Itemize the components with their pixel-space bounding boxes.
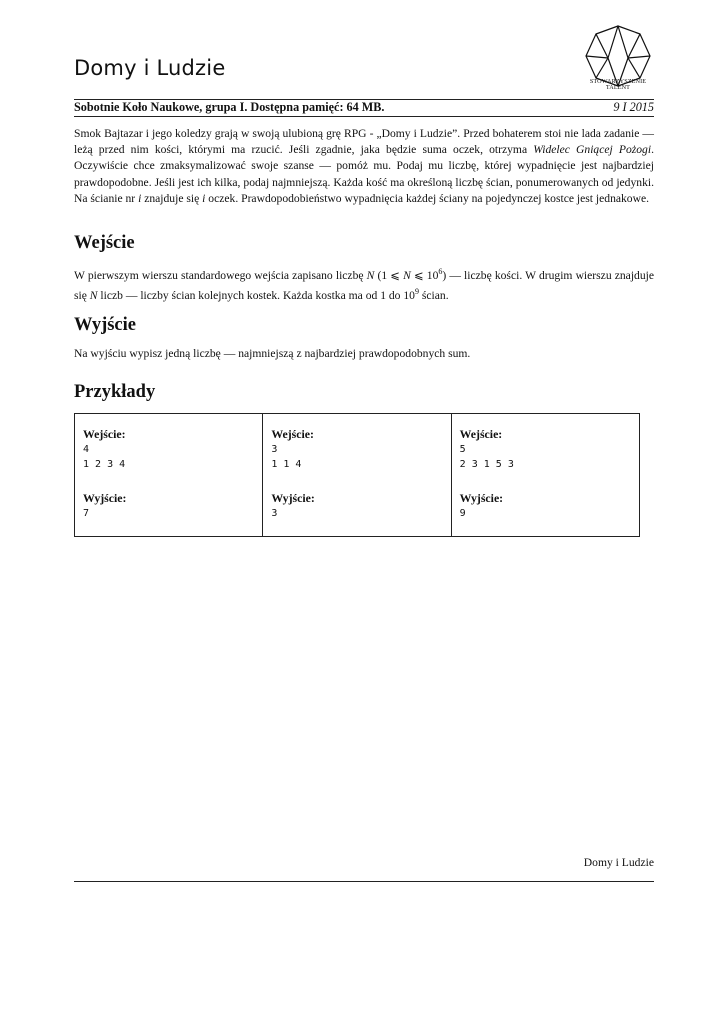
example-output: 7 <box>83 508 90 519</box>
example-input-label: Wejście: <box>459 427 503 441</box>
example-output: 9 <box>459 508 466 519</box>
example-output-label: Wyjście: <box>83 491 127 505</box>
example-1 <box>75 414 262 536</box>
example-input: 5 2 3 1 5 3 <box>459 444 514 470</box>
contest-date: 9 I 2015 <box>613 100 654 114</box>
header-rule-bottom <box>74 116 654 117</box>
input-heading: Wejście <box>74 233 135 253</box>
input-description: W pierwszym wierszu standardowego wejścia zapisano liczbę N (1 ⩽ N ⩽ $10^6$) — liczbę kości. W drugim wierszu znajduje się N liczb — liczby ścian kolejnych kostek. Każda kostka ma od 1 do $10^9$ ścian. <box>74 267 655 302</box>
contest-info <box>74 100 654 115</box>
example-input-label: Wejście: <box>271 427 314 441</box>
output-description: Na wyjściu wypisz jedną liczbę — najmniejszą z najbardziej prawdopodobnych sum. <box>74 347 471 360</box>
output-heading: Wyjście <box>74 315 136 335</box>
page-title: Domy i Ludzie <box>74 56 226 80</box>
example-output-label: Wyjście: <box>271 491 315 505</box>
example-input: 4 1 2 3 4 <box>83 444 126 470</box>
example-input: 3 1 1 4 <box>271 444 302 470</box>
example-output: 3 <box>271 508 278 519</box>
logo-caption: STOWARZYSZENIE TALENT <box>589 78 647 92</box>
example-2 <box>262 414 450 536</box>
examples-heading: Przykłady <box>74 382 156 402</box>
contest-subtitle: Sobotnie Koło Naukowe, grupa I. Dostępna pamięć: 64 MB. <box>74 100 385 114</box>
example-3 <box>451 414 639 536</box>
footer-title: Domy i Ludzie <box>583 856 654 869</box>
example-output-label: Wyjście: <box>459 491 504 505</box>
problem-statement: Smok Bajtazar i jego koledzy grają w swoją ulubioną grę RPG - „Domy i Ludzie”. Przed bohaterem stoi nie lada zadanie — leżą przed nim kości, którymi ma rzucić. Jeśli zgadnie, jaka będzie suma oczek, otrzyma Widelec Gniącej Pożogi. Oczywiście chce zmaksymalizować swoje szanse — pomóż mu. Podaj mu liczbę, której wypadnięcie jest najbardziej prawdopodobne. Jeśli jest ich kilka, podaj najmniejszą. Każda kość ma określoną liczbę ścian, ponumerowanych od jedynki. Na ścianie nr i znajduje się i oczek. Prawdopodobieństwo wypadnięcia każdej ściany na pojedynczej kostce jest jednakowe. <box>74 127 654 205</box>
example-input-label: Wejście: <box>83 427 126 441</box>
footer-rule <box>74 881 654 882</box>
examples-table <box>74 413 640 537</box>
